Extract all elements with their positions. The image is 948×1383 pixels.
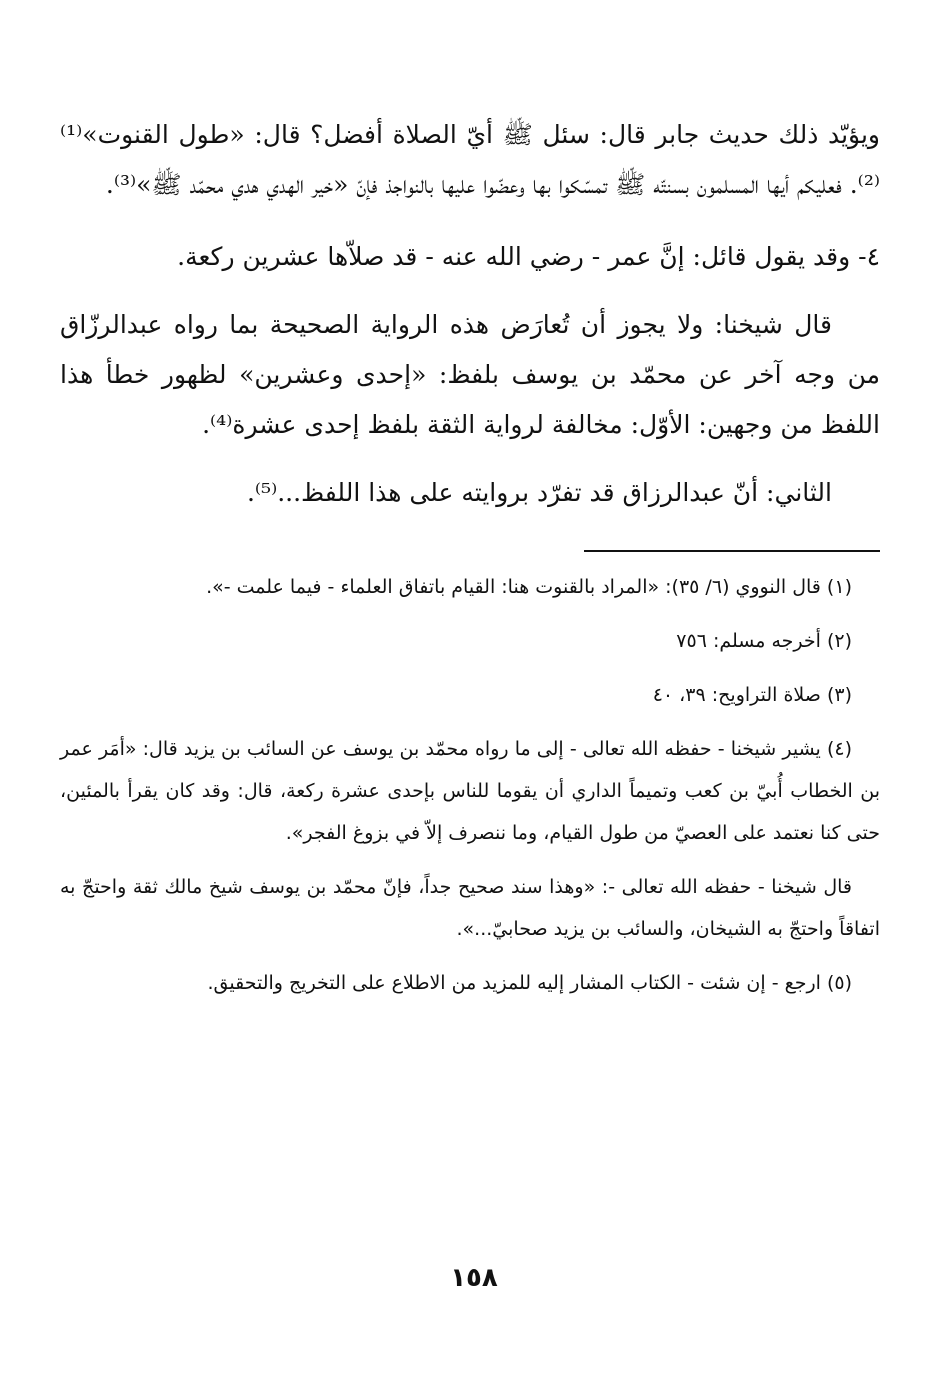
footnote-5: (٥) ارجع - إن شئت - الكتاب المشار إليه للمزيد من الاطلاع على التخريج والتحقيق.: [207, 972, 852, 994]
main-text: [60, 110, 880, 518]
paragraph-objection: ٤- وقد يقول قائل: إنَّ عمر - رضي الله عنه - قد صلاّها عشرين ركعة.: [177, 242, 880, 271]
paragraph-shaykh-reply: قال شيخنا: ولا يجوز أن تُعارَض هذه الرواية الصحيحة بما رواه عبدالرزّاق من وجه آخر عن محمّد بن يوسف بلفظ: «إحدى وعشرين» لظهور خطأ هذا اللفظ من وجهين: الأوّل: مخالفة لرواية الثقة بلفظ إحدى عشرة⁽⁴⁾.: [60, 310, 880, 439]
footnote-separator-wrap: [60, 540, 880, 566]
footnote-2: (٢) أخرجه مسلم: ٧٥٦: [676, 630, 852, 652]
footnotes: [60, 566, 880, 1004]
footnote-separator: [584, 550, 880, 552]
page-number: ١٥٨: [450, 1263, 498, 1293]
footnote-4-continued: قال شيخنا - حفظه الله تعالى -: «وهذا سند صحيح جداً، فإنّ محمّد بن يوسف شيخ مالك ثقة واحتجّ به اتفاقاً واحتجّ به الشيخان، والسائب بن يزيد صحابيّ...».: [60, 876, 880, 940]
footnote-1: (١) قال النووي (٦/ ٣٥): «المراد بالقنوت هنا: القيام باتفاق العلماء - فيما علمت -».: [206, 576, 852, 598]
paragraph-second-reason: الثاني: أنّ عبدالرزاق قد تفرّد بروايته على هذا اللفظ...⁽⁵⁾.: [246, 478, 832, 507]
footnote-3: (٣) صلاة التراويح: ٣٩، ٤٠: [652, 684, 852, 706]
paragraph-hadith-jabir: ويؤيّد ذلك حديث جابر قال: سئل ﷺ أيّ الصلاة أفضل؟ قال: «طول القنوت»⁽¹⁾⁽²⁾. فعليكم أيها المسلمون بسنتّه ﷺ تمسّكوا بها وعضّوا عليها بالنواجذ فإنّ «خير الهدي هدي محمّد ﷺ»⁽³⁾.: [60, 120, 880, 199]
footnote-4: (٤) يشير شيخنا - حفظه الله تعالى - إلى ما رواه محمّد بن يوسف عن السائب بن يزيد قال: «أمَر عمر بن الخطاب أُبيّ بن كعب وتميماً الداري أن يقوما للناس بإحدى عشرة ركعة، قال: وقد كان يقرأ بالمئين، حتى كنا نعتمد على العصيّ من طول القيام، وما ننصرف إلاّ في بزوغ الفجر».: [60, 738, 880, 844]
